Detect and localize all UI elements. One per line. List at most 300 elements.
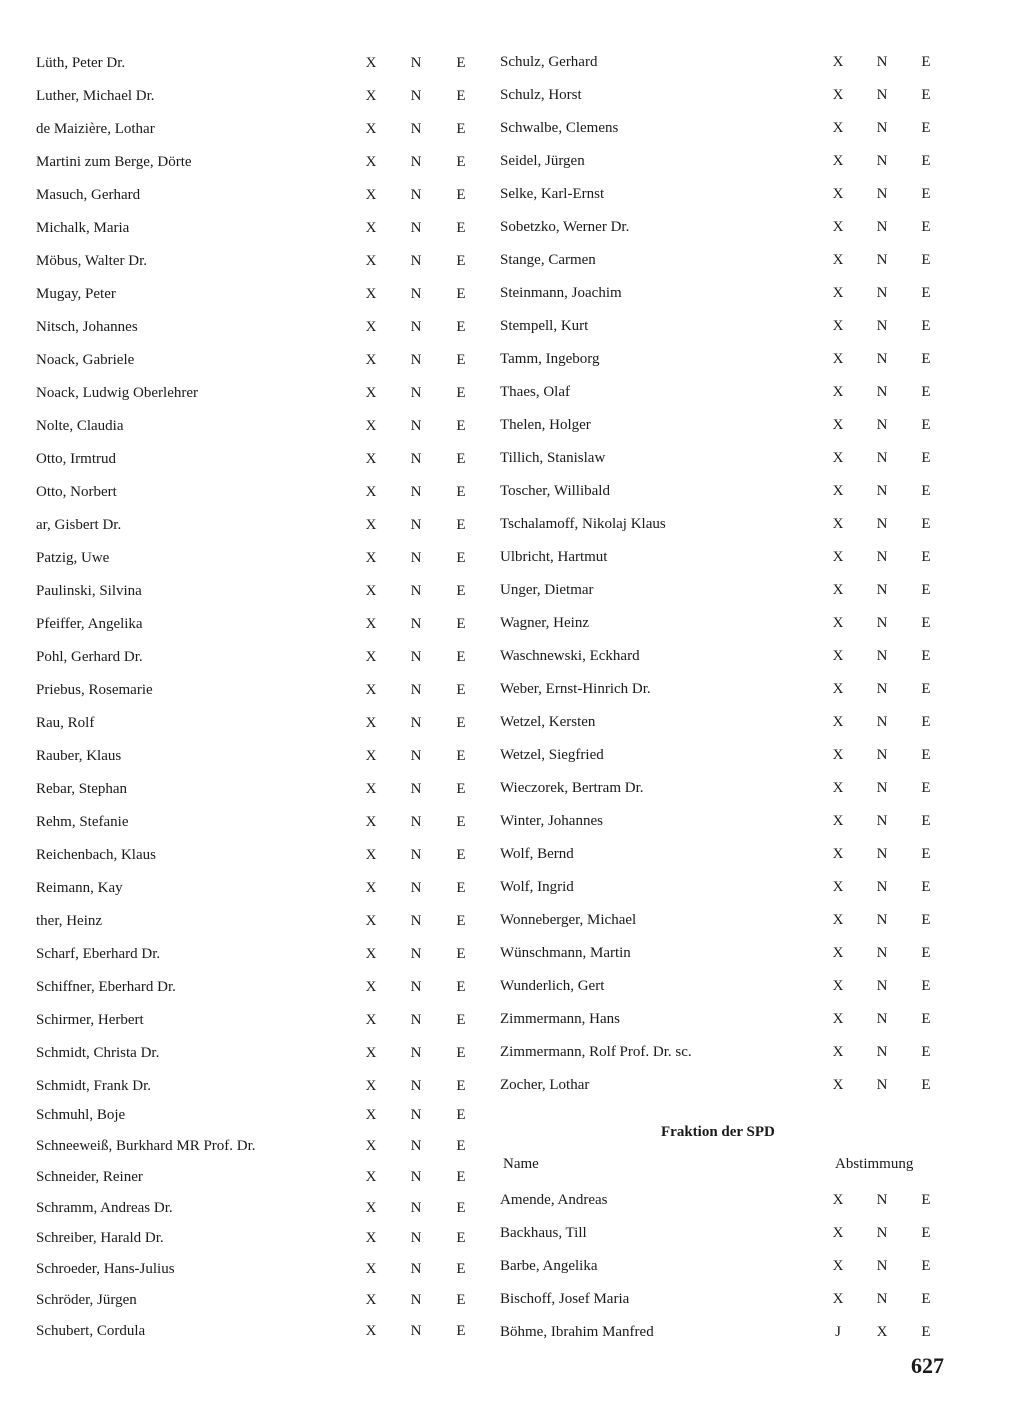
vote-option: N <box>876 945 888 961</box>
vote-option: E <box>921 450 931 466</box>
vote-option: E <box>456 1261 466 1277</box>
vote-option: X <box>832 54 844 70</box>
member-name: Tschalamoff, Nikolaj Klaus <box>500 516 666 532</box>
member-name: Thelen, Holger <box>500 417 591 433</box>
vote-option: X <box>365 1012 377 1028</box>
vote-option: E <box>456 517 466 533</box>
member-name: Wolf, Ingrid <box>500 879 574 895</box>
vote-option: N <box>876 681 888 697</box>
vote-option: N <box>410 583 422 599</box>
member-name: Rehm, Stefanie <box>36 814 129 830</box>
vote-option: X <box>832 153 844 169</box>
member-name: Nolte, Claudia <box>36 418 124 434</box>
vote-option: N <box>410 1107 422 1123</box>
vote-option: E <box>921 1225 931 1241</box>
member-name: Steinmann, Joachim <box>500 285 622 301</box>
vote-option: E <box>921 417 931 433</box>
vote-option: X <box>365 385 377 401</box>
vote-option: X <box>365 286 377 302</box>
vote-option: N <box>410 253 422 269</box>
vote-option: E <box>456 946 466 962</box>
member-name: Otto, Irmtrud <box>36 451 116 467</box>
vote-option: X <box>365 484 377 500</box>
vote-option: E <box>921 1258 931 1274</box>
vote-option: X <box>365 154 377 170</box>
vote-option: N <box>876 252 888 268</box>
vote-option: E <box>456 319 466 335</box>
member-name: Patzig, Uwe <box>36 550 110 566</box>
vote-option: N <box>876 450 888 466</box>
vote-option: E <box>921 780 931 796</box>
vote-option: E <box>456 220 466 236</box>
member-name: Wagner, Heinz <box>500 615 589 631</box>
vote-option: N <box>876 1044 888 1060</box>
vote-option: N <box>410 781 422 797</box>
vote-option: N <box>410 418 422 434</box>
member-name: Schulz, Horst <box>500 87 582 103</box>
vote-option: X <box>832 747 844 763</box>
member-name: Waschnewski, Eckhard <box>500 648 640 664</box>
vote-option: N <box>410 451 422 467</box>
vote-option: N <box>876 813 888 829</box>
member-name: Schneider, Reiner <box>36 1169 143 1185</box>
vote-option: E <box>921 846 931 862</box>
vote-option: X <box>832 582 844 598</box>
vote-column-header: Abstimmung <box>835 1156 914 1172</box>
member-name: Barbe, Angelika <box>500 1258 598 1274</box>
vote-option: X <box>365 913 377 929</box>
vote-option: X <box>365 1200 377 1216</box>
vote-option: E <box>921 1077 931 1093</box>
vote-option: X <box>832 1258 844 1274</box>
vote-option: X <box>832 879 844 895</box>
vote-option: N <box>876 582 888 598</box>
vote-option: X <box>365 1261 377 1277</box>
member-name: Tamm, Ingeborg <box>500 351 600 367</box>
vote-option: E <box>921 120 931 136</box>
vote-option: N <box>410 1169 422 1185</box>
vote-option: X <box>365 1230 377 1246</box>
vote-option: X <box>832 186 844 202</box>
vote-option: X <box>365 649 377 665</box>
vote-option: X <box>365 682 377 698</box>
vote-option: X <box>832 450 844 466</box>
vote-option: X <box>832 780 844 796</box>
vote-option: E <box>921 384 931 400</box>
vote-option: E <box>921 1291 931 1307</box>
vote-option: X <box>365 517 377 533</box>
vote-option: X <box>832 219 844 235</box>
vote-option: X <box>832 1225 844 1241</box>
vote-option: N <box>410 550 422 566</box>
vote-option: E <box>921 714 931 730</box>
vote-option: N <box>876 120 888 136</box>
vote-option: N <box>876 219 888 235</box>
vote-option: N <box>410 616 422 632</box>
member-name: Wolf, Bernd <box>500 846 574 862</box>
vote-option: X <box>365 748 377 764</box>
vote-option: X <box>365 979 377 995</box>
member-name: Rebar, Stephan <box>36 781 128 797</box>
vote-option: E <box>921 648 931 664</box>
member-name: Wieczorek, Bertram Dr. <box>500 780 644 796</box>
member-name: Schmidt, Christa Dr. <box>36 1045 160 1061</box>
vote-option: N <box>410 484 422 500</box>
vote-option: E <box>921 615 931 631</box>
member-name: Bischoff, Josef Maria <box>500 1291 630 1307</box>
vote-option: X <box>832 1291 844 1307</box>
member-name: Schneeweiß, Burkhard MR Prof. Dr. <box>36 1138 256 1154</box>
vote-option: X <box>876 1324 888 1340</box>
vote-option: N <box>876 615 888 631</box>
member-name: Winter, Johannes <box>500 813 603 829</box>
member-name: Thaes, Olaf <box>500 384 570 400</box>
member-name: Schubert, Cordula <box>36 1323 146 1339</box>
vote-option: N <box>876 846 888 862</box>
vote-option: E <box>921 813 931 829</box>
vote-option: X <box>832 1044 844 1060</box>
vote-option: E <box>456 550 466 566</box>
member-name: Noack, Gabriele <box>36 352 135 368</box>
vote-option: N <box>410 715 422 731</box>
vote-option: E <box>456 1045 466 1061</box>
member-name: Schroeder, Hans-Julius <box>36 1261 175 1277</box>
member-name: Wonneberger, Michael <box>500 912 637 928</box>
vote-option: E <box>456 1200 466 1216</box>
member-name: Toscher, Willibald <box>500 483 610 499</box>
vote-option: N <box>876 978 888 994</box>
vote-option: X <box>832 1011 844 1027</box>
vote-option: E <box>456 385 466 401</box>
vote-option: E <box>921 879 931 895</box>
vote-option: E <box>456 154 466 170</box>
vote-option: N <box>876 1225 888 1241</box>
member-name: Rauber, Klaus <box>36 748 122 764</box>
member-name: Wetzel, Siegfried <box>500 747 604 763</box>
vote-option: E <box>456 1230 466 1246</box>
vote-option: E <box>456 781 466 797</box>
vote-option: X <box>365 583 377 599</box>
member-name: Zimmermann, Rolf Prof. Dr. sc. <box>500 1044 692 1060</box>
vote-option: E <box>456 1107 466 1123</box>
member-name: Backhaus, Till <box>500 1225 587 1241</box>
vote-option: N <box>410 814 422 830</box>
vote-option: N <box>410 913 422 929</box>
vote-option: N <box>410 1292 422 1308</box>
vote-option: N <box>410 220 422 236</box>
vote-option: X <box>365 1138 377 1154</box>
vote-option: N <box>876 879 888 895</box>
vote-option: X <box>832 516 844 532</box>
vote-option: E <box>456 616 466 632</box>
member-name: Pfeiffer, Angelika <box>36 616 143 632</box>
vote-option: N <box>876 780 888 796</box>
vote-option: N <box>410 979 422 995</box>
vote-option: N <box>876 912 888 928</box>
vote-option: E <box>456 1169 466 1185</box>
vote-option: E <box>921 912 931 928</box>
vote-option: X <box>832 549 844 565</box>
vote-option: N <box>410 880 422 896</box>
member-name: Schröder, Jürgen <box>36 1292 137 1308</box>
vote-option: N <box>410 1078 422 1094</box>
member-name: Tillich, Stanislaw <box>500 450 606 466</box>
vote-option: X <box>365 1323 377 1339</box>
vote-option: X <box>365 418 377 434</box>
member-name: ther, Heinz <box>36 913 103 929</box>
member-name: Lüth, Peter Dr. <box>36 55 126 71</box>
vote-option: E <box>921 681 931 697</box>
vote-option: E <box>456 814 466 830</box>
vote-option: E <box>456 451 466 467</box>
vote-option: X <box>832 351 844 367</box>
vote-option: X <box>365 319 377 335</box>
vote-option: X <box>832 384 844 400</box>
vote-option: E <box>921 747 931 763</box>
member-name: Schirmer, Herbert <box>36 1012 144 1028</box>
vote-option: J <box>835 1324 841 1340</box>
vote-option: E <box>456 55 466 71</box>
member-name: Zimmermann, Hans <box>500 1011 620 1027</box>
vote-option: E <box>921 549 931 565</box>
vote-option: E <box>921 351 931 367</box>
vote-option: E <box>456 418 466 434</box>
member-name: Wünschmann, Martin <box>500 945 631 961</box>
vote-option: X <box>365 550 377 566</box>
vote-option: E <box>456 187 466 203</box>
member-name: Böhme, Ibrahim Manfred <box>500 1324 654 1340</box>
vote-option: X <box>365 1078 377 1094</box>
vote-option: E <box>921 1324 931 1340</box>
vote-option: X <box>365 814 377 830</box>
vote-option: N <box>410 1012 422 1028</box>
member-name: Reichenbach, Klaus <box>36 847 156 863</box>
vote-option: N <box>410 748 422 764</box>
vote-option: X <box>365 781 377 797</box>
vote-option: N <box>876 483 888 499</box>
vote-option: X <box>365 220 377 236</box>
vote-option: N <box>876 54 888 70</box>
vote-option: X <box>365 1169 377 1185</box>
member-name: Wetzel, Kersten <box>500 714 596 730</box>
member-name: Ulbricht, Hartmut <box>500 549 608 565</box>
vote-option: E <box>456 880 466 896</box>
vote-option: N <box>876 648 888 664</box>
member-name: Schiffner, Eberhard Dr. <box>36 979 176 995</box>
vote-option: N <box>410 1045 422 1061</box>
member-name: Paulinski, Silvina <box>36 583 142 599</box>
member-name: Möbus, Walter Dr. <box>36 253 148 269</box>
vote-option: E <box>921 1011 931 1027</box>
member-name: de Maizière, Lothar <box>36 121 155 137</box>
vote-option: X <box>832 978 844 994</box>
vote-option: X <box>832 483 844 499</box>
vote-option: X <box>365 1107 377 1123</box>
vote-option: N <box>410 385 422 401</box>
vote-option: N <box>876 384 888 400</box>
vote-option: N <box>410 55 422 71</box>
vote-option: X <box>832 681 844 697</box>
vote-option: E <box>456 649 466 665</box>
member-name: Stange, Carmen <box>500 252 596 268</box>
vote-option: N <box>876 285 888 301</box>
member-name: Unger, Dietmar <box>500 582 594 598</box>
vote-option: N <box>410 319 422 335</box>
vote-option: N <box>410 352 422 368</box>
member-name: Weber, Ernst-Hinrich Dr. <box>500 681 651 697</box>
section-title: Fraktion der SPD <box>661 1124 775 1140</box>
vote-option: X <box>365 253 377 269</box>
vote-option: E <box>456 682 466 698</box>
vote-option: N <box>876 549 888 565</box>
page-number: 627 <box>911 1353 944 1378</box>
vote-option: X <box>365 55 377 71</box>
vote-option: E <box>456 583 466 599</box>
vote-option: E <box>456 979 466 995</box>
member-name: Luther, Michael Dr. <box>36 88 155 104</box>
vote-option: X <box>832 813 844 829</box>
vote-option: N <box>410 121 422 137</box>
member-name: Schwalbe, Clemens <box>500 120 619 136</box>
vote-option: E <box>921 54 931 70</box>
vote-option: N <box>876 747 888 763</box>
vote-option: E <box>456 253 466 269</box>
vote-option: E <box>456 847 466 863</box>
vote-option: N <box>876 1077 888 1093</box>
member-name: Zocher, Lothar <box>500 1077 590 1093</box>
vote-option: E <box>921 516 931 532</box>
member-name: Priebus, Rosemarie <box>36 682 153 698</box>
vote-option: X <box>832 417 844 433</box>
member-name: Seidel, Jürgen <box>500 153 585 169</box>
vote-option: X <box>365 451 377 467</box>
vote-option: N <box>876 1258 888 1274</box>
vote-option: N <box>410 649 422 665</box>
member-name: Nitsch, Johannes <box>36 319 138 335</box>
vote-option: N <box>876 186 888 202</box>
vote-option: X <box>365 880 377 896</box>
vote-option: E <box>921 978 931 994</box>
vote-option: N <box>410 847 422 863</box>
vote-option: X <box>832 285 844 301</box>
vote-option: X <box>832 945 844 961</box>
vote-option: X <box>365 121 377 137</box>
name-column-header: Name <box>503 1156 539 1172</box>
member-name: Otto, Norbert <box>36 484 117 500</box>
vote-option: N <box>410 1230 422 1246</box>
vote-option: E <box>921 252 931 268</box>
member-name: Schmuhl, Boje <box>36 1107 126 1123</box>
vote-option: X <box>365 88 377 104</box>
vote-option: E <box>921 285 931 301</box>
vote-option: E <box>921 186 931 202</box>
vote-option: E <box>456 715 466 731</box>
vote-option: E <box>921 318 931 334</box>
vote-option: N <box>410 682 422 698</box>
vote-option: X <box>365 715 377 731</box>
member-name: Amende, Andreas <box>500 1192 608 1208</box>
vote-option: E <box>921 1044 931 1060</box>
vote-option: X <box>832 846 844 862</box>
member-name: Mugay, Peter <box>36 286 116 302</box>
vote-option: N <box>876 1192 888 1208</box>
vote-option: X <box>365 352 377 368</box>
member-name: Schulz, Gerhard <box>500 54 598 70</box>
member-name: Reimann, Kay <box>36 880 123 896</box>
vote-option: E <box>456 352 466 368</box>
vote-option: X <box>365 616 377 632</box>
vote-option: X <box>365 1292 377 1308</box>
vote-option: X <box>365 1045 377 1061</box>
vote-option: E <box>921 153 931 169</box>
vote-option: X <box>832 87 844 103</box>
member-name: Stempell, Kurt <box>500 318 589 334</box>
vote-option: N <box>876 153 888 169</box>
vote-option: X <box>832 1192 844 1208</box>
vote-option: X <box>832 912 844 928</box>
vote-option: E <box>921 483 931 499</box>
vote-option: N <box>876 318 888 334</box>
vote-option: X <box>832 1077 844 1093</box>
member-name: Schreiber, Harald Dr. <box>36 1230 164 1246</box>
member-name: Noack, Ludwig Oberlehrer <box>36 385 199 401</box>
vote-option: N <box>876 516 888 532</box>
vote-option: N <box>410 1323 422 1339</box>
vote-option: E <box>921 219 931 235</box>
member-name: Selke, Karl-Ernst <box>500 186 605 202</box>
vote-option: N <box>876 417 888 433</box>
vote-option: E <box>456 1292 466 1308</box>
vote-option: E <box>456 1012 466 1028</box>
vote-option: X <box>832 648 844 664</box>
member-name: Martini zum Berge, Dörte <box>36 154 192 170</box>
vote-option: E <box>456 88 466 104</box>
vote-option: X <box>832 714 844 730</box>
member-name: Michalk, Maria <box>36 220 130 236</box>
vote-option: E <box>921 582 931 598</box>
member-name: ar, Gisbert Dr. <box>36 517 122 533</box>
vote-option: E <box>456 484 466 500</box>
member-name: Masuch, Gerhard <box>36 187 141 203</box>
member-name: Schmidt, Frank Dr. <box>36 1078 151 1094</box>
vote-option: X <box>365 187 377 203</box>
vote-option: X <box>832 318 844 334</box>
member-name: Wunderlich, Gert <box>500 978 605 994</box>
member-name: Sobetzko, Werner Dr. <box>500 219 630 235</box>
vote-option: N <box>410 517 422 533</box>
vote-option: E <box>456 1323 466 1339</box>
vote-option: X <box>365 946 377 962</box>
vote-option: E <box>456 121 466 137</box>
vote-option: N <box>410 154 422 170</box>
vote-option: N <box>876 87 888 103</box>
vote-option: X <box>365 847 377 863</box>
vote-option: X <box>832 252 844 268</box>
vote-option: E <box>456 1078 466 1094</box>
vote-option: N <box>410 1200 422 1216</box>
vote-option: E <box>456 748 466 764</box>
member-name: Rau, Rolf <box>36 715 95 731</box>
vote-option: N <box>410 946 422 962</box>
vote-option: N <box>876 714 888 730</box>
vote-option: N <box>876 1291 888 1307</box>
vote-option: N <box>876 1011 888 1027</box>
member-name: Scharf, Eberhard Dr. <box>36 946 161 962</box>
vote-option: N <box>410 1261 422 1277</box>
vote-option: E <box>921 945 931 961</box>
vote-option: X <box>832 615 844 631</box>
vote-option: E <box>456 1138 466 1154</box>
